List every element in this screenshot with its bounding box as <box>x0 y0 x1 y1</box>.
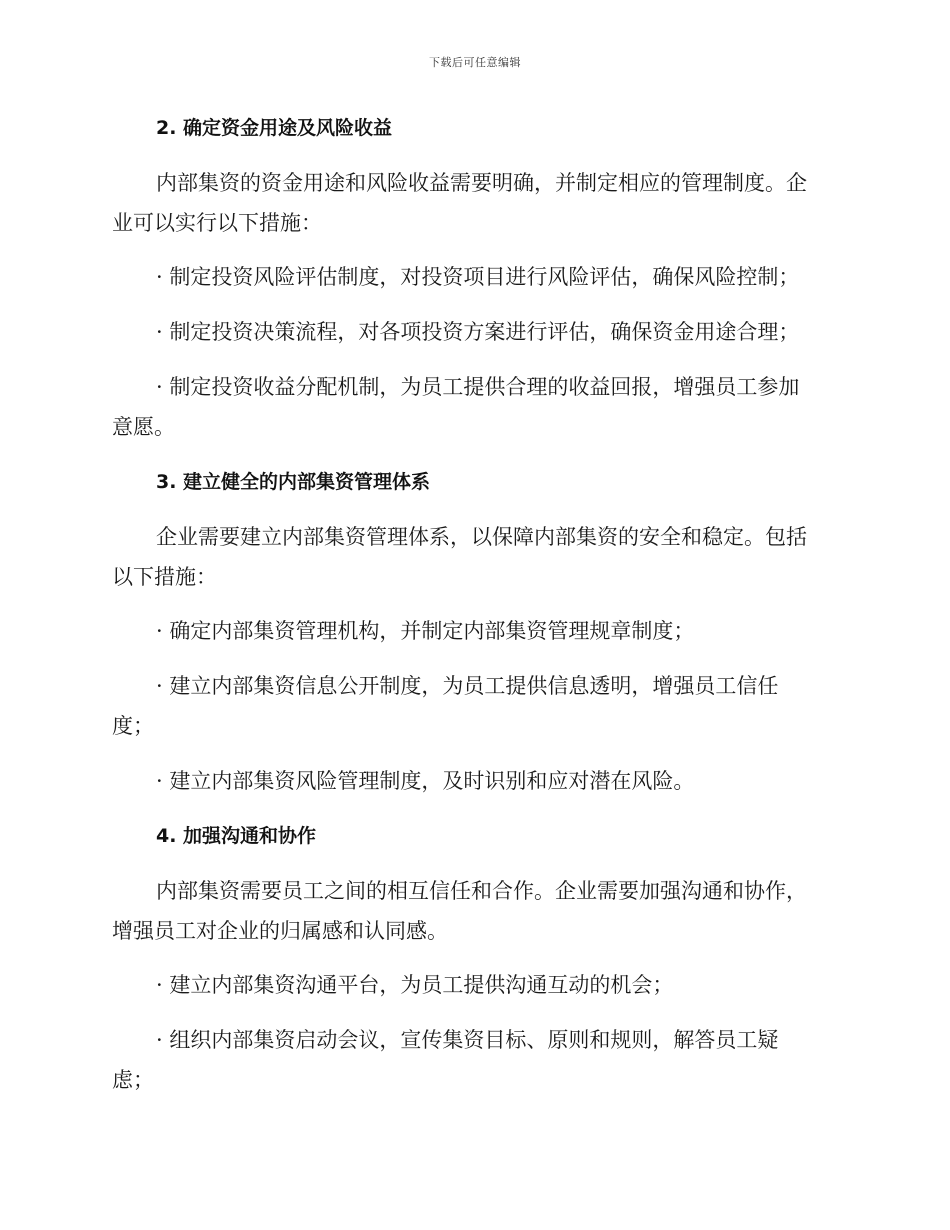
section-4-bullet-1: · 建立内部集资沟通平台，为员工提供沟通互动的机会； <box>156 973 674 997</box>
section-4-heading: 4. 加强沟通和协作 <box>156 825 317 847</box>
section-2-intro: 内部集资的资金用途和风险收益需要明确，并制定相应的管理制度。企 业可以实行以下措施： <box>112 171 807 235</box>
section-2-heading: 2. 确定资金用途及风险收益 <box>156 117 393 139</box>
section-3-bullet-3: · 建立内部集资风险管理制度，及时识别和应对潜在风险。 <box>156 769 695 793</box>
section-4-bullet-2: · 组织内部集资启动会议，宣传集资目标、原则和规则，解答员工疑 虑； <box>112 1028 779 1092</box>
section-2-bullet-3: · 制定投资收益分配机制，为员工提供合理的收益回报，增强员工参加 意愿。 <box>112 375 800 439</box>
page-header-note: 下载后可任意编辑 <box>429 56 521 69</box>
document-body <box>112 108 832 1100</box>
section-4-intro: 内部集资需要员工之间的相互信任和合作。企业需要加强沟通和协作， 增强员工对企业的归属感和认同感。 <box>112 879 807 943</box>
section-3-heading: 3. 建立健全的内部集资管理体系 <box>156 471 431 493</box>
section-2-bullet-1: · 制定投资风险评估制度，对投资项目进行风险评估，确保风险控制； <box>156 265 800 289</box>
section-3-bullet-2: · 建立内部集资信息公开制度，为员工提供信息透明，增强员工信任 度； <box>112 674 779 738</box>
section-3-bullet-1: · 确定内部集资管理机构，并制定内部集资管理规章制度； <box>156 619 695 643</box>
section-3-intro: 企业需要建立内部集资管理体系，以保障内部集资的安全和稳定。包括 以下措施： <box>112 525 807 589</box>
section-2-bullet-2: · 制定投资决策流程，对各项投资方案进行评估，确保资金用途合理； <box>156 320 800 344</box>
